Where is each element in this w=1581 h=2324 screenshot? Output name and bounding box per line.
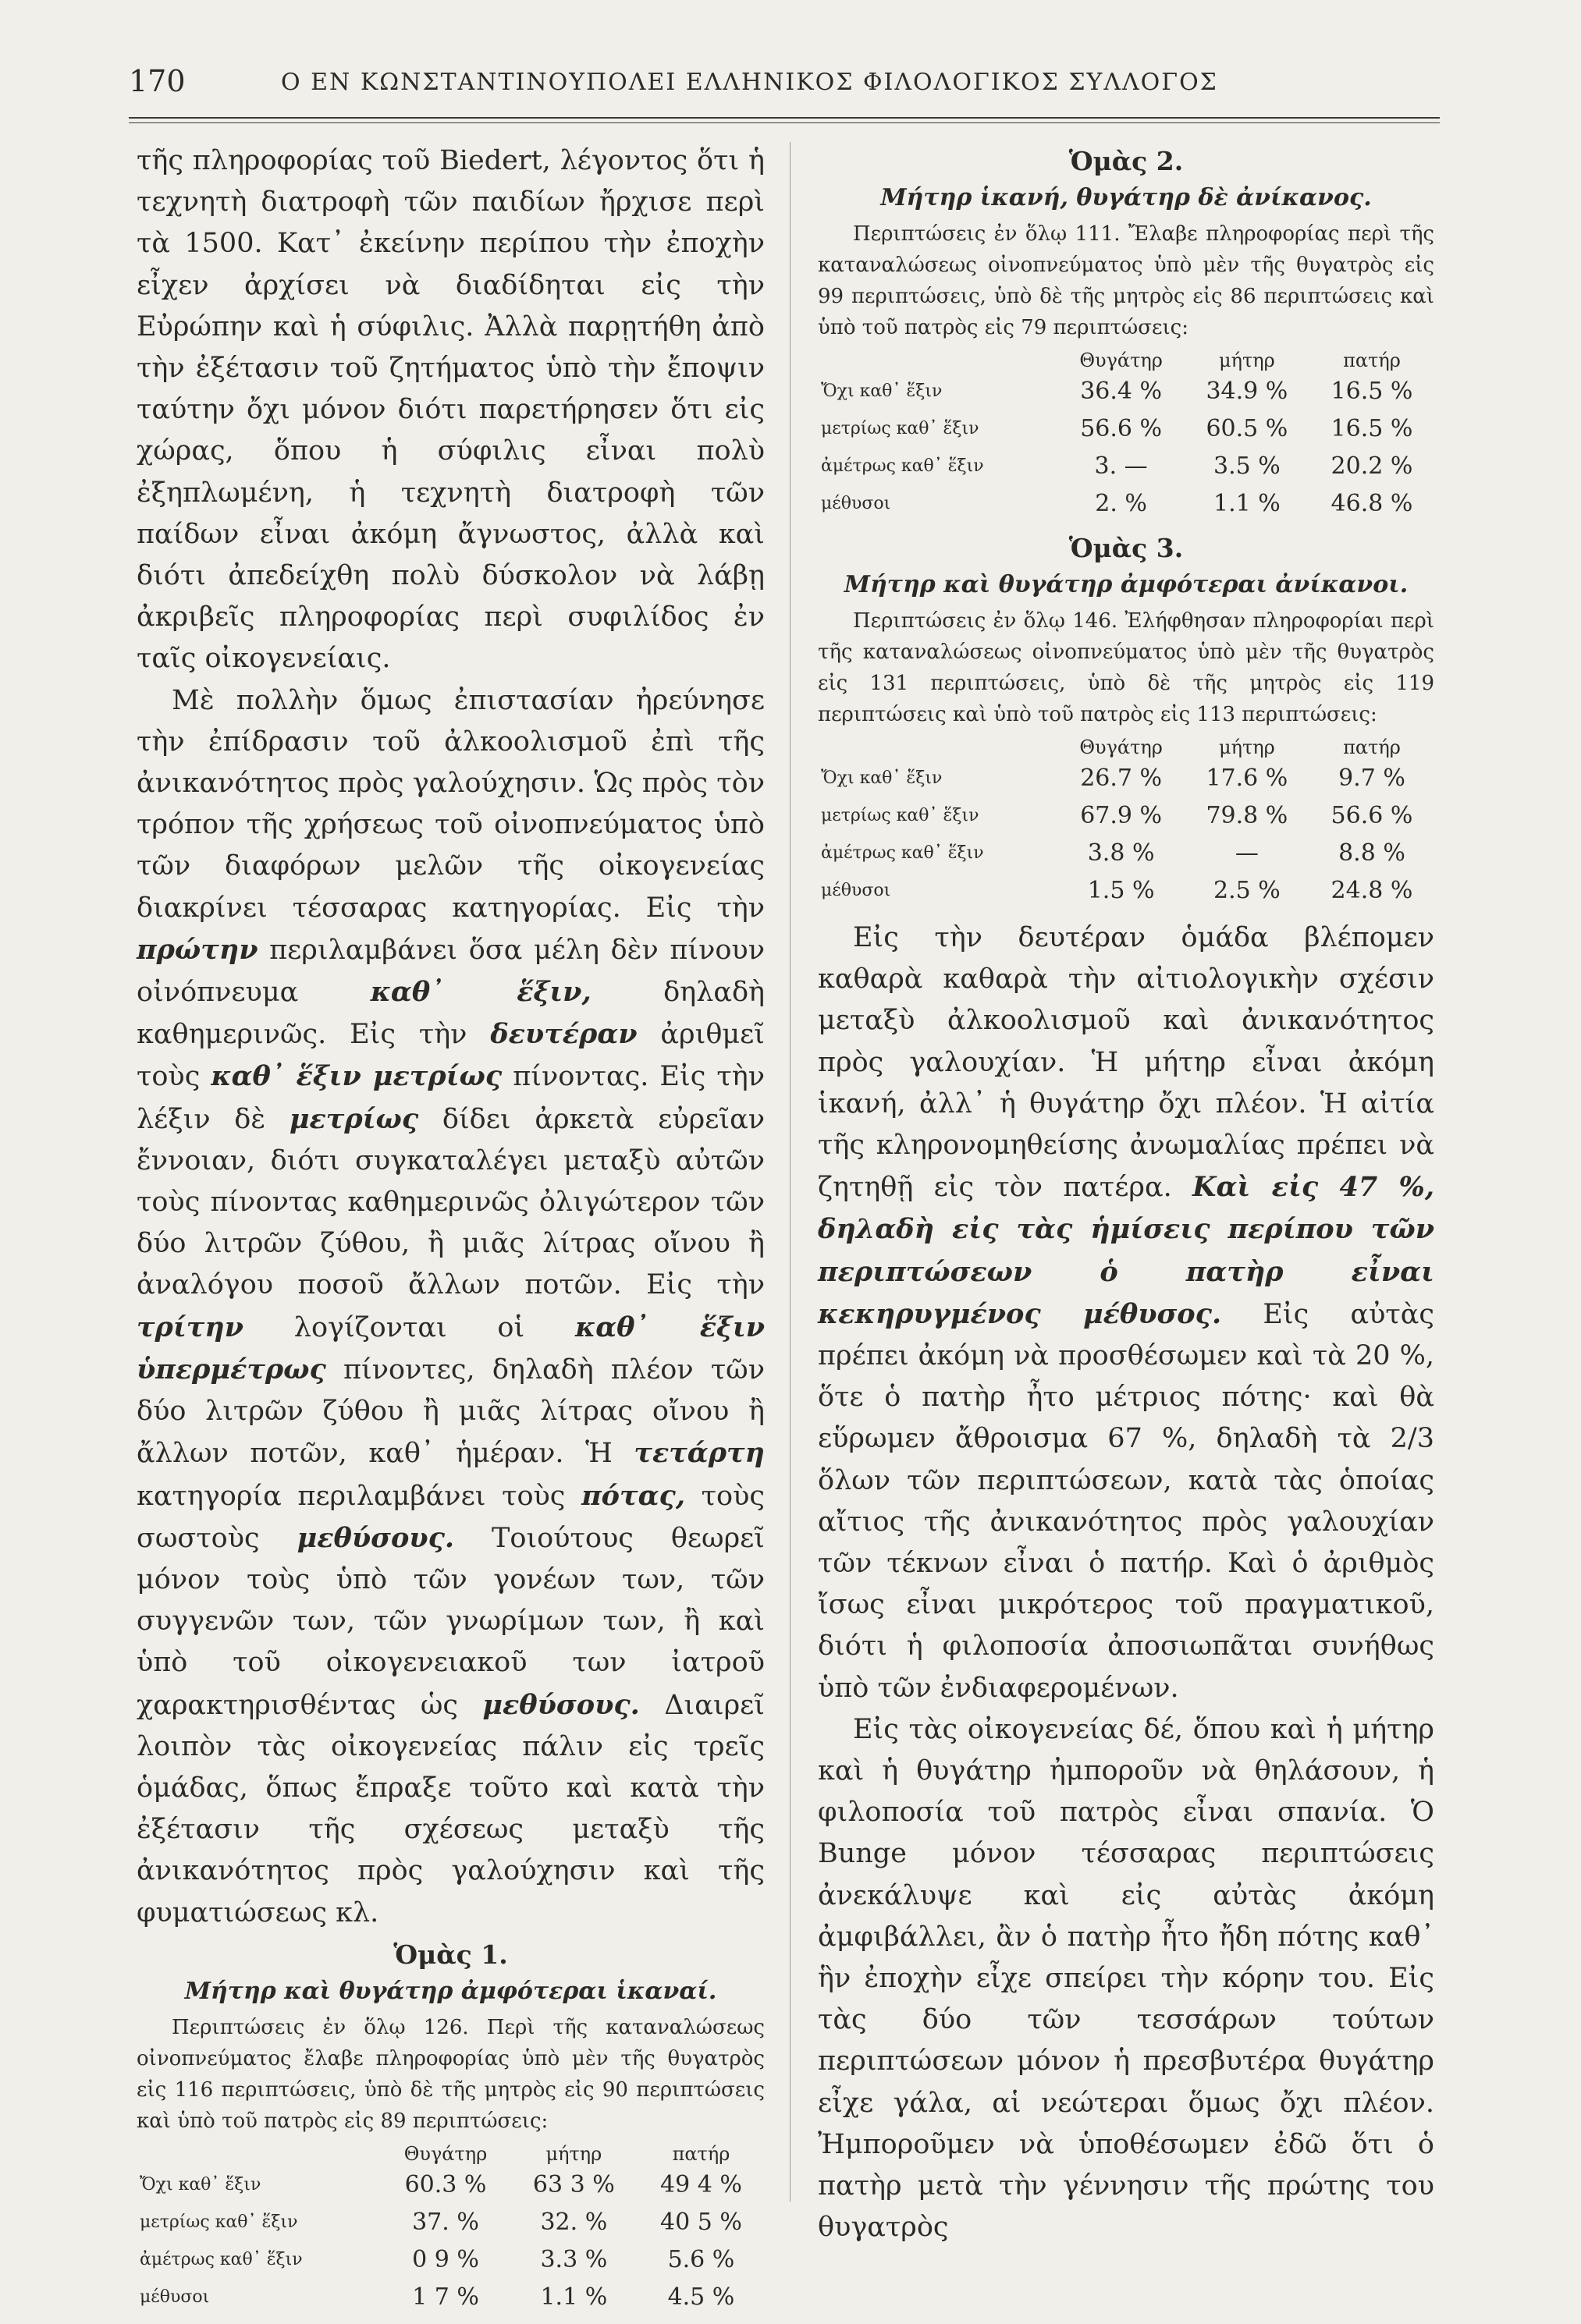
- running-title: Ο ΕΝ ΚΩΝΣΤΑΝΤΙΝΟΥΠΟΛΕΙ ΕΛΛΗΝΙΚΟΣ ΦΙΛΟΛΟΓΙΚΟΣ ΣΥΛΛΟΓΟΣ: [281, 69, 1218, 96]
- table-row: Ὄχι καθ᾽ ἕξιν 60.3 % 63 3 % 49 4 %: [140, 2170, 742, 2198]
- statistics-table: [818, 735, 1434, 910]
- column-header: Θυγάτηρ: [403, 2142, 488, 2165]
- statistics-table: [137, 2141, 765, 2316]
- group-heading: Ὁμὰς 2.: [1068, 146, 1184, 176]
- right-column: [818, 140, 1434, 2249]
- table-row: μέθυσοι 2. % 1.1 % 46.8 %: [821, 490, 1413, 517]
- page-number: 170: [129, 64, 186, 98]
- column-header: Θυγάτηρ: [1079, 736, 1163, 758]
- paragraph: Μὲ πολλὴν ὅμως ἐπιστασίαν ἠρεύνησε τὴν ἐπίδρασιν τοῦ ἀλκοολισμοῦ ἐπὶ τῆς ἀνικανότητος πρὸς γαλούχησιν. Ὡς πρὸς τὸν τρόπον τῆς χρήσεως τοῦ οἰνοπνεύματος ὑπὸ τῶν διαφόρων μελῶν τῆς οἰκογενείας διακρίνει τέσσαρας κατηγορίας. Εἰς τὴν πρώτην περιλαμβάνει ὅσα μέλη δὲν πίνουν οἰνόπνευμα καθ᾽ ἕξιν, δηλαδὴ καθημερινῶς. Εἰς τὴν δευτέραν ἀριθμεῖ τοὺς καθ᾽ ἕξιν μετρίως πίνοντας. Εἰς τὴν λέξιν δὲ μετρίως δίδει ἀρκετὰ εὐρεῖαν ἔννοιαν, διότι συγκαταλέγει μεταξὺ αὐτῶν τοὺς πίνοντας καθημερινῶς ὀλιγώτερον τῶν δύο λιτρῶν ζύθου, ἢ μιᾶς λίτρας οἴνου ἢ ἀναλόγου ποσοῦ ἄλλων ποτῶν. Εἰς τὴν τρίτην λογίζονται οἱ καθ᾽ ἕξιν ὑπερμέτρως πίνοντες, δηλαδὴ πλέον τῶν δύο λιτρῶν ζύθου ἢ μιᾶς λίτρας οἴνου ἢ ἄλλων ποτῶν, καθ᾽ ἡμέραν. Ἡ τετάρτη κατηγορία περιλαμβάνει τοὺς πότας, τοὺς σωστοὺς μεθύσους. Τοιούτους θεωρεῖ μόνον τοὺς ὑπὸ τῶν γονέων των, τῶν συγγενῶν των, τῶν γνωρίμων των, ἢ καὶ ὑπὸ τοῦ οἰκογενειακοῦ των ἰατροῦ χαρακτηρισθέντας ὡς μεθύσους. Διαιρεῖ λοιπὸν τὰς οἰκογενείας πάλιν εἰς τρεῖς ὁμάδας, ὅπως ἔπραξε τοῦτο καὶ κατὰ τὴν ἐξέτασιν τῆς σχέσεως μεταξὺ τῆς ἀνικανότητος πρὸς γαλούχησιν καὶ τῆς φυματιώσεως κλ.: [137, 684, 766, 1928]
- group-heading: Ὁμὰς 1.: [393, 1939, 508, 1970]
- table-row: μετρίως καθ᾽ ἕξιν 37. % 32. % 40 5 %: [140, 2208, 742, 2236]
- table-row: ἀμέτρως καθ᾽ ἕξιν 0 9 % 3.3 % 5.6 %: [140, 2245, 735, 2273]
- left-column: [137, 140, 765, 2324]
- table-row: μέθυσοι 1 7 % 1.1 % 4.5 %: [140, 2283, 735, 2311]
- group-heading: Ὁμὰς 3.: [1068, 533, 1184, 563]
- table-row: μετρίως καθ᾽ ἕξιν 67.9 % 79.8 % 56.6 %: [821, 802, 1413, 829]
- group-description: Περιπτώσεις ἐν ὅλῳ 146. Ἐλήφθησαν πληροφορίαι περὶ τῆς καταναλώσεως οἰνοπνεύματος ὑπὸ μὲν τῆς θυγατρὸς εἰς 131 περιπτώσεις, ὑπὸ δὲ τῆς μητρὸς εἰς 119 περιπτώσεις καὶ ὑπὸ τοῦ πατρὸς εἰς 113 περιπτώσεις:: [818, 609, 1434, 726]
- column-header: μήτηρ: [1219, 349, 1275, 371]
- column-header: πατήρ: [1343, 349, 1401, 371]
- header-rule-thin: [129, 122, 1440, 123]
- page-header: [129, 64, 1440, 119]
- table-row: ἀμέτρως καθ᾽ ἕξιν 3.8 % — 8.8 %: [821, 839, 1405, 867]
- column-header: Θυγάτηρ: [1079, 349, 1163, 371]
- table-row: Ὄχι καθ᾽ ἕξιν 26.7 % 17.6 % 9.7 %: [821, 765, 1405, 792]
- paragraph: τῆς πληροφορίας τοῦ Biedert, λέγοντος ὅτι ἡ τεχνητὴ διατροφὴ τῶν παιδίων ἤρχισε περὶ τὰ 1500. Κατ᾽ ἐκείνην περίπου τὴν ἐποχὴν εἶχεν ἀρχίσει νὰ διαδίδηται εἰς τὴν Εὐρώπην καὶ ἡ σύφιλις. Ἀλλὰ παρῃτήθη ἀπὸ τὴν ἐξέτασιν τοῦ ζητήματος ὑπὸ τὴν ἔποψιν ταύτην ὄχι μόνον διότι παρετήρησεν ὅτι εἰς χώρας, ὅπου ἡ σύφιλις εἶναι πολὺ ἐξηπλωμένη, ἡ τεχνητὴ διατροφὴ τῶν παίδων εἶναι ἀκόμη ἄγνωστος, ἀλλὰ καὶ διότι ἀπεδείχθη πολὺ δύσκολον νὰ λάβῃ ἀκριβεῖς πληροφορίας περὶ συφιλίδος ἐν ταῖς οἰκογενείαις.: [137, 145, 765, 675]
- column-header: πατήρ: [672, 2142, 730, 2165]
- table-row: ἀμέτρως καθ᾽ ἕξιν 3. — 3.5 % 20.2 %: [821, 452, 1413, 480]
- table-row: Ὄχι καθ᾽ ἕξιν 36.4 % 34.9 % 16.5 %: [821, 378, 1413, 405]
- group-description: Περιπτώσεις ἐν ὅλῳ 111. Ἔλαβε πληροφορίας περὶ τῆς καταναλώσεως οἰνοπνεύματος ὑπὸ μὲν τῆς θυγατρὸς εἰς 99 περιπτώσεις, ὑπὸ δὲ τῆς μητρὸς εἰς 86 περιπτώσεις καὶ ὑπὸ τοῦ πατρὸς εἰς 79 περιπτώσεις:: [818, 222, 1434, 339]
- statistics-table: [818, 348, 1434, 523]
- paragraph: Εἰς τὴν δευτέραν ὁμάδα βλέπομεν καθαρὰ καθαρὰ τὴν αἰτιολογικὴν σχέσιν μεταξὺ ἀλκοολισμοῦ καὶ ἀνικανότητος πρὸς γαλουχίαν. Ἡ μήτηρ εἶναι ἀκόμη ἱκανή, ἀλλ᾽ ἡ θυγάτηρ ὄχι πλέον. Ἡ αἰτία τῆς κληρονομηθείσης ἀνωμαλίας πρέπει νὰ ζητηθῇ εἰς τὸν πατέρα. Καὶ εἰς 47 %, δηλαδὴ εἰς τὰς ἡμίσεις περίπου τῶν περιπτώσεων ὁ πατὴρ εἶναι κεκηρυγμένος μέθυσος. Εἰς αὐτὰς πρέπει ἀκόμη νὰ προσθέσωμεν καὶ τὰ 20 %, ὅτε ὁ πατὴρ ἦτο μέτριος πότης· καὶ θὰ εὕρωμεν ἄθροισμα 67 %, δηλαδὴ τὰ 2/3 ὅλων τῶν περιπτώσεων, κατὰ τὰς ὁποίας αἴτιος τῆς ἀνικανότητος πρὸς γαλουχίαν τῶν τέκνων εἶναι ὁ πατήρ. Καὶ ὁ ἀριθμὸς ἴσως εἶναι μικρότερος τοῦ πραγματικοῦ, διότι ἡ φιλοποσία ἀποσιωπᾶται συνήθως ὑπὸ τῶν ἐνδιαφερομένων.: [818, 922, 1435, 1704]
- group-subheading: Μήτηρ ἱκανή, θυγάτηρ δὲ ἀνίκανος.: [880, 184, 1372, 211]
- group-description: Περιπτώσεις ἐν ὅλῳ 126. Περὶ τῆς καταναλώσεως οἰνοπνεύματος ἔλαβε πληροφορίας ὑπὸ μὲν τῆς θυγατρὸς εἰς 116 περιπτώσεις, ὑπὸ δὲ τῆς μητρὸς εἰς 90 περιπτώσεις καὶ ὑπὸ τοῦ πατρὸς εἰς 89 περιπτώσεις:: [137, 2015, 765, 2133]
- column-header: μήτηρ: [1219, 736, 1275, 758]
- paragraph: Εἰς τὰς οἰκογενείας δέ, ὅπου καὶ ἡ μήτηρ καὶ ἡ θυγάτηρ ἠμποροῦν νὰ θηλάσουν, ἡ φιλοποσία τοῦ πατρὸς εἶναι σπανία. Ὁ Bunge μόνον τέσσαρας περιπτώσεις ἀνεκάλυψε καὶ εἰς αὐτὰς ἀκόμη ἀμφιβάλλει, ἂν ὁ πατὴρ ἦτο ἤδη πότης καθ᾽ ἣν ἐποχὴν εἶχε σπείρει τὴν κόρην του. Εἰς τὰς δύο τῶν τεσσάρων τούτων περιπτώσεων μόνον ἡ πρεσβυτέρα θυγάτηρ εἶχε γάλα, αἱ νεώτεραι ὅμως ὄχι πλέον. Ἠμποροῦμεν νὰ ὑποθέσωμεν ἐδῶ ὅτι ὁ πατὴρ μετὰ τὴν γέννησιν τῆς πρώτης του θυγατρὸς: [818, 1713, 1434, 2244]
- column-header: πατήρ: [1343, 736, 1401, 758]
- column-header: μήτηρ: [545, 2142, 602, 2165]
- group-subheading: Μήτηρ καὶ θυγάτηρ ἀμφότεραι ἱκαναί.: [184, 1977, 717, 2005]
- header-rule: [129, 117, 1440, 119]
- group-subheading: Μήτηρ καὶ θυγάτηρ ἀμφότεραι ἀνίκανοι.: [844, 571, 1409, 598]
- table-row: μέθυσοι 1.5 % 2.5 % 24.8 %: [821, 877, 1413, 904]
- table-row: μετρίως καθ᾽ ἕξιν 56.6 % 60.5 % 16.5 %: [821, 415, 1413, 442]
